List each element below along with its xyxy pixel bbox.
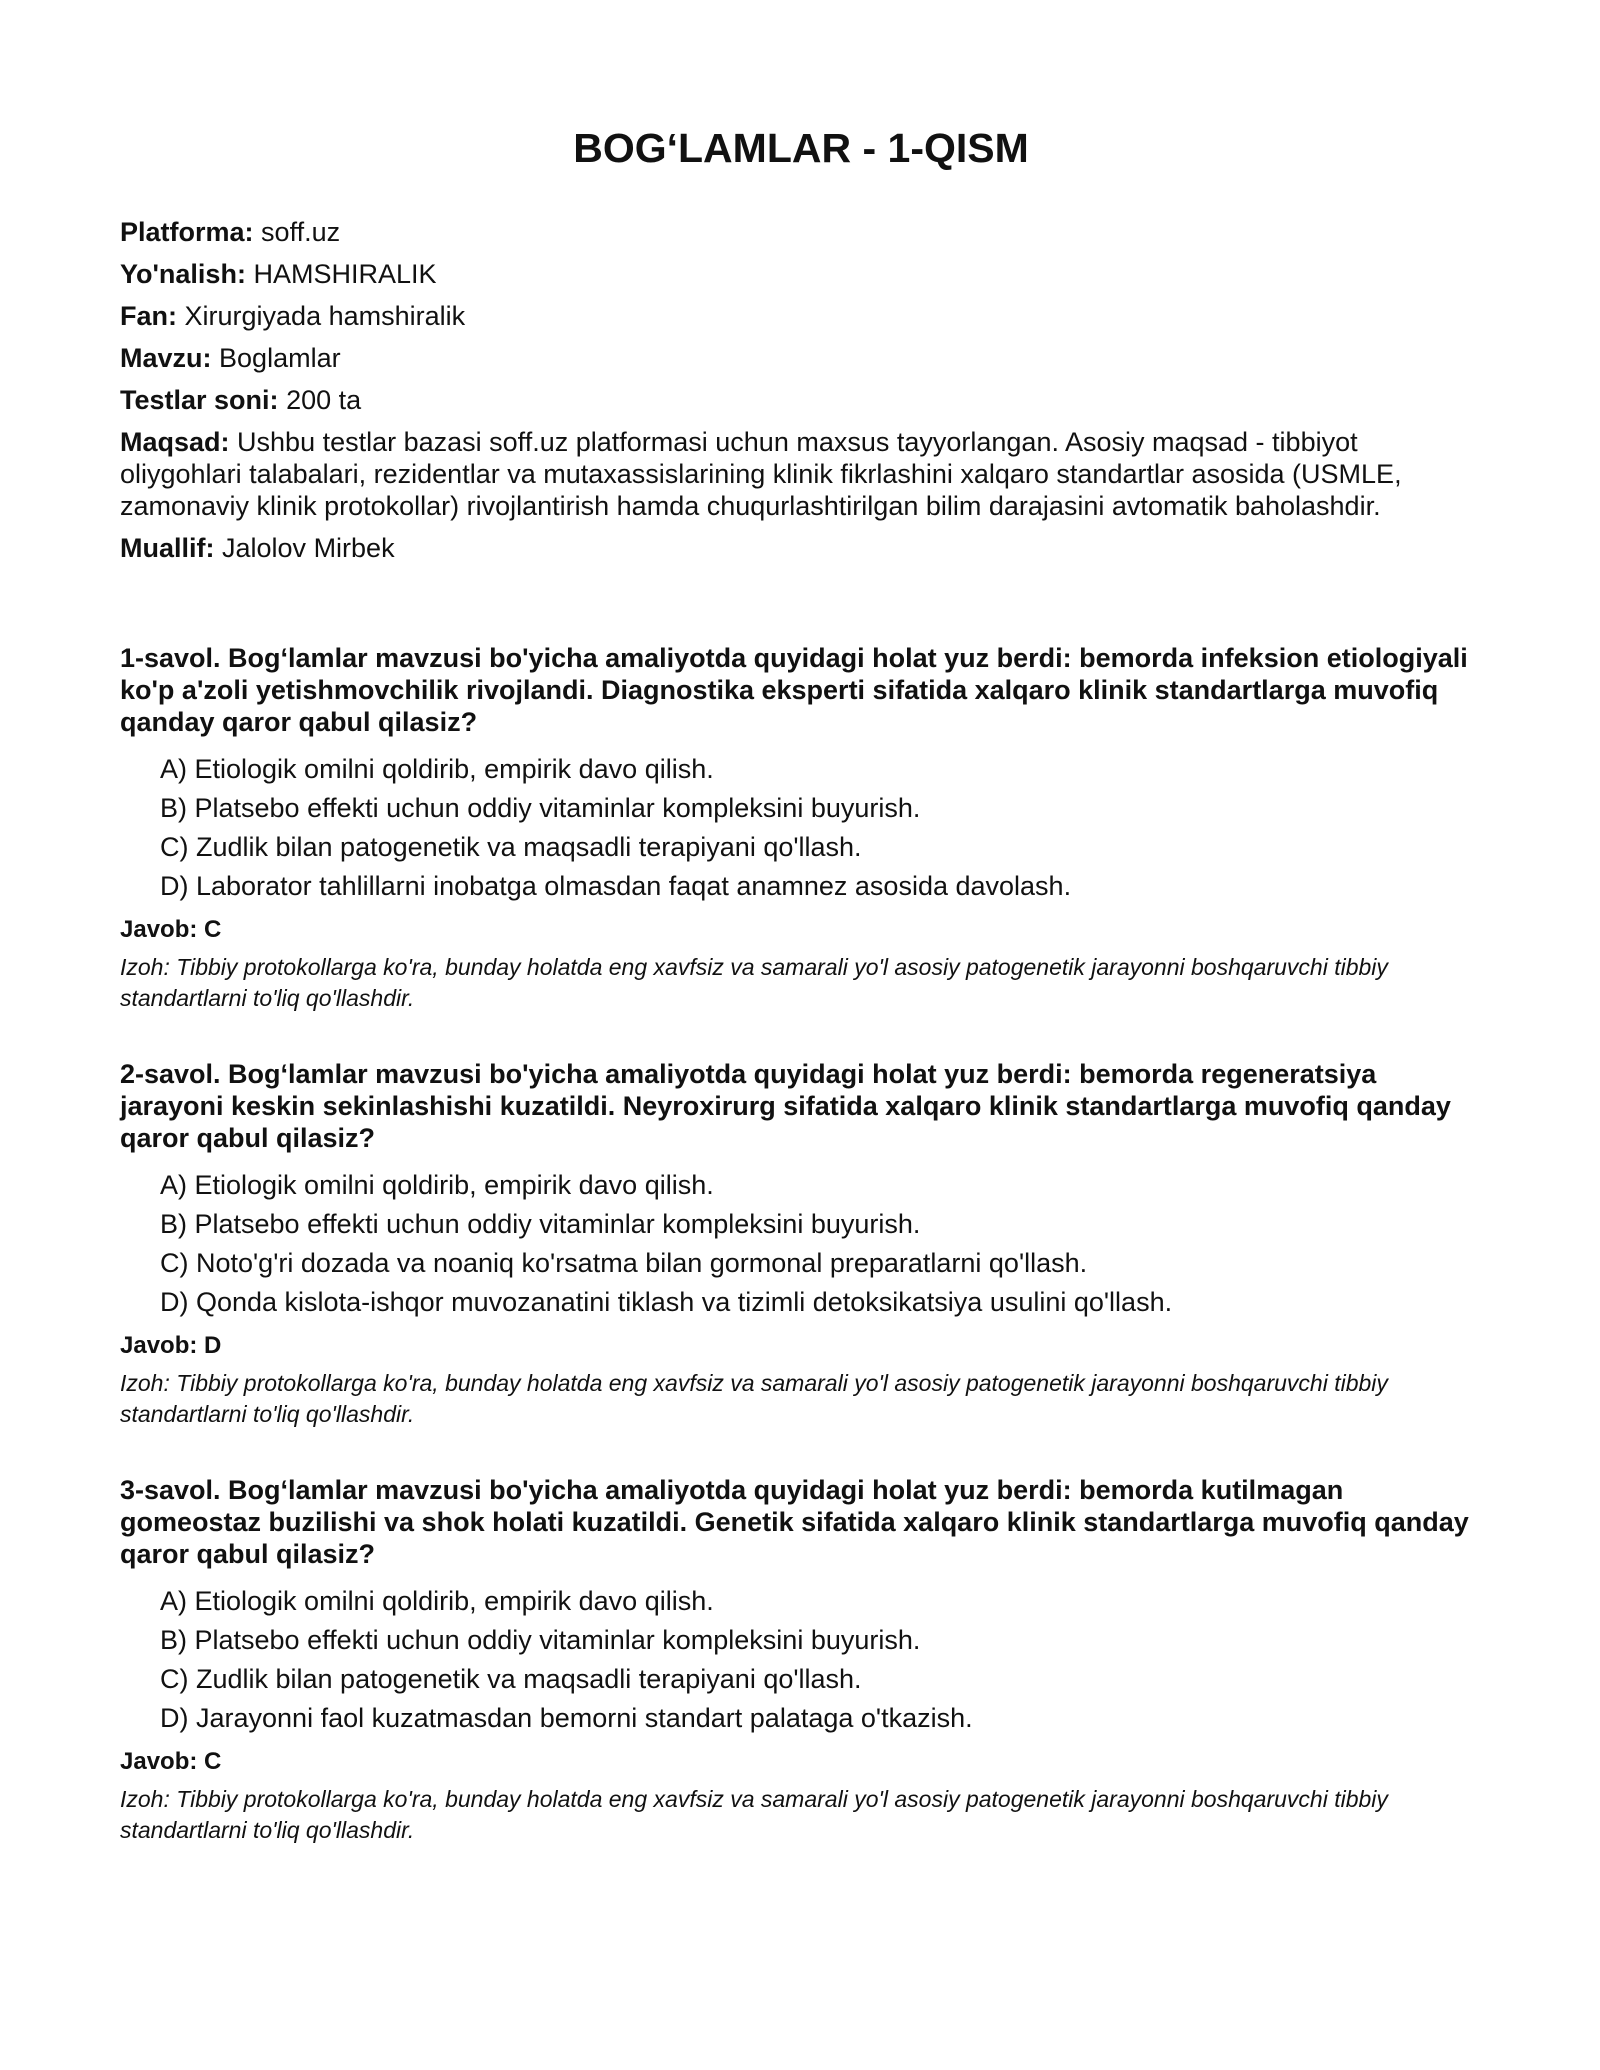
meta-direction-value: HAMSHIRALIK bbox=[253, 259, 437, 289]
option-a: A) Etiologik omilni qoldirib, empirik davo qilish. bbox=[160, 754, 714, 784]
answer-explanation: Izoh: Tibbiy protokollarga ko'ra, bunday holatda eng xavfsiz va samarali yo'l asosiy patogenetik jarayonni boshqaruvchi tibbiy standartlarni to'liq qo'llashdir. bbox=[120, 1370, 1388, 1427]
meta-test-count bbox=[120, 384, 1482, 416]
meta-author-value: Jalolov Mirbek bbox=[222, 533, 395, 563]
option-b: B) Platsebo effekti uchun oddiy vitaminlar kompleksini buyurish. bbox=[160, 1625, 921, 1655]
question-item bbox=[120, 642, 1482, 1014]
option-b: B) Platsebo effekti uchun oddiy vitaminlar kompleksini buyurish. bbox=[160, 793, 921, 823]
meta-author-key: Muallif: bbox=[120, 533, 215, 563]
option-d: D) Qonda kislota-ishqor muvozanatini tiklash va tizimli detoksikatsiya usulini qo'llash. bbox=[160, 1287, 1173, 1317]
meta-topic bbox=[120, 342, 1482, 374]
option-b: B) Platsebo effekti uchun oddiy vitaminlar kompleksini buyurish. bbox=[160, 1209, 921, 1239]
option-a: A) Etiologik omilni qoldirib, empirik davo qilish. bbox=[160, 1170, 714, 1200]
meta-goal-value: Ushbu testlar bazasi soff.uz platformasi uchun maxsus tayyorlangan. Asosiy maqsad - tibbiyot oliygohlari talabalari, rezidentlar va mutaxassislarining klinik fikrlashini xalqaro standartlar asosida (USMLE, zamonaviy klinik protokollar) rivojlantirish hamda chuqurlashtirilgan bilim darajasini avtomatik baholashdir. bbox=[120, 427, 1402, 521]
meta-author bbox=[120, 532, 1482, 564]
meta-subject-key: Fan: bbox=[120, 301, 177, 331]
question-text: 1-savol. Bog‘lamlar mavzusi bo'yicha amaliyotda quyidagi holat yuz berdi: bemorda infeksion etiologiyali ko'p a'zoli yetishmovchilik rivojlandi. Diagnostika eksperti sifatida xalqaro klinik standartlarga muvofiq qanday qaror qabul qilasiz? bbox=[120, 643, 1468, 737]
meta-platform-key: Platforma: bbox=[120, 217, 254, 247]
question-item bbox=[120, 1058, 1482, 1430]
meta-direction bbox=[120, 258, 1482, 290]
meta-topic-value: Boglamlar bbox=[219, 343, 341, 373]
question-text: 3-savol. Bog‘lamlar mavzusi bo'yicha amaliyotda quyidagi holat yuz berdi: bemorda kutilmagan gomeostaz buzilishi va shok holati kuzatildi. Genetik sifatida xalqaro klinik standartlarga muvofiq qanday qaror qabul qilasiz? bbox=[120, 1475, 1469, 1569]
metadata-block bbox=[120, 216, 1482, 564]
question-item bbox=[120, 1474, 1482, 1846]
meta-platform bbox=[120, 216, 1482, 248]
correct-answer: Javob: C bbox=[120, 916, 222, 943]
document-page bbox=[120, 118, 1482, 1890]
answer-options bbox=[120, 1166, 1482, 1322]
correct-answer: Javob: C bbox=[120, 1748, 222, 1775]
meta-subject-value: Xirurgiyada hamshiralik bbox=[184, 301, 466, 331]
option-c: C) Zudlik bilan patogenetik va maqsadli terapiyani qo'llash. bbox=[160, 1664, 862, 1694]
meta-test-count-key: Testlar soni: bbox=[120, 385, 279, 415]
option-c: C) Noto'g'ri dozada va noaniq ko'rsatma bilan gormonal preparatlarni qo'llash. bbox=[160, 1248, 1088, 1278]
question-list bbox=[120, 642, 1482, 1846]
option-d: D) Laborator tahlillarni inobatga olmasdan faqat anamnez asosida davolash. bbox=[160, 871, 1072, 901]
answer-options bbox=[120, 750, 1482, 906]
option-c: C) Zudlik bilan patogenetik va maqsadli terapiyani qo'llash. bbox=[160, 832, 862, 862]
meta-goal bbox=[120, 426, 1482, 522]
option-d: D) Jarayonni faol kuzatmasdan bemorni standart palataga o'tkazish. bbox=[160, 1703, 973, 1733]
question-text: 2-savol. Bog‘lamlar mavzusi bo'yicha amaliyotda quyidagi holat yuz berdi: bemorda regeneratsiya jarayoni keskin sekinlashishi kuzatildi. Neyroxirurg sifatida xalqaro klinik standartlarga muvofiq qanday qaror qabul qilasiz? bbox=[120, 1059, 1451, 1153]
meta-goal-key: Maqsad: bbox=[120, 427, 230, 457]
meta-platform-value: soff.uz bbox=[261, 217, 341, 247]
correct-answer: Javob: D bbox=[120, 1332, 222, 1359]
answer-explanation: Izoh: Tibbiy protokollarga ko'ra, bunday holatda eng xavfsiz va samarali yo'l asosiy patogenetik jarayonni boshqaruvchi tibbiy standartlarni to'liq qo'llashdir. bbox=[120, 954, 1388, 1011]
option-a: A) Etiologik omilni qoldirib, empirik davo qilish. bbox=[160, 1586, 714, 1616]
answer-explanation: Izoh: Tibbiy protokollarga ko'ra, bunday holatda eng xavfsiz va samarali yo'l asosiy patogenetik jarayonni boshqaruvchi tibbiy standartlarni to'liq qo'llashdir. bbox=[120, 1786, 1388, 1843]
meta-test-count-value: 200 ta bbox=[286, 385, 362, 415]
answer-options bbox=[120, 1582, 1482, 1738]
meta-subject bbox=[120, 300, 1482, 332]
meta-topic-key: Mavzu: bbox=[120, 343, 212, 373]
document-title: BOG‘LAMLAR - 1-QISM bbox=[573, 125, 1029, 171]
meta-direction-key: Yo'nalish: bbox=[120, 259, 246, 289]
